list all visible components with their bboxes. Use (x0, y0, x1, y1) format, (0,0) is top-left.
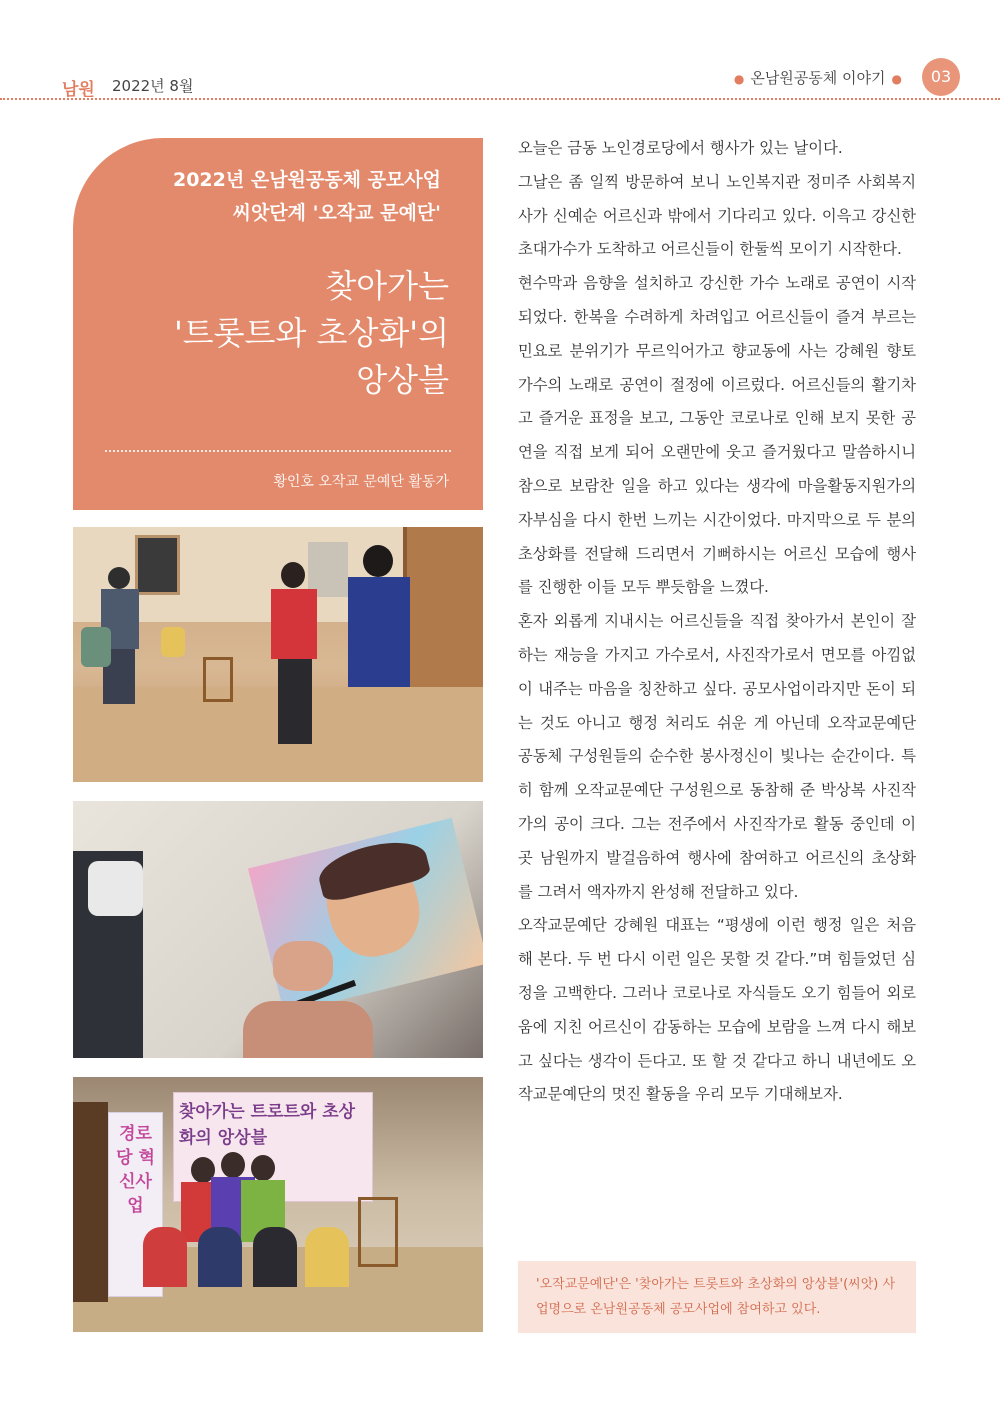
page-header (0, 55, 1000, 100)
bullet-icon: ● (891, 72, 902, 86)
project-note-text: '오작교문예단'은 '찾아가는 트롯트와 초상화의 앙상블'(씨앗) 사업명으로 온남원공동체 공모사업에 참여하고 있다. (536, 1277, 896, 1317)
article-title (174, 263, 449, 404)
title-line: '트롯트와 초상화'의 (173, 314, 449, 352)
article-paragraph: 혼자 외롭게 지내시는 어르신들을 직접 찾아가서 본인이 잘하는 재능을 가지고 가수로서, 사진작가로서 면모를 아낌없이 내주는 마음을 칭찬하고 싶다. 공모사업이라지만 돈이 되는 것도 아니고 행정 처리도 쉬운 게 아닌데 오작교문예단 공동체 구성원들의 순수한 봉사정신이 빛나는 순간이다. 특히 함께 오작교문예단 구성원으로 동참해 준 박상복 사진작가의 공이 크다. 그는 전주에서 사진작가로 활동 중인데 이곳 남원까지 발걸음하여 행사에 참여하고 어르신의 초상화를 그려서 액자까지 완성해 전달하고 있다. (518, 612, 916, 901)
author-byline: 황인호 오작교 문예단 활동가 (273, 474, 449, 490)
magazine-logo: 남원 (62, 80, 95, 100)
event-banner-text: 찾아가는 트로트와 초상화의 앙상블 (179, 1102, 356, 1148)
title-line: 앙상블 (356, 361, 449, 399)
bullet-icon: ● (733, 72, 745, 86)
article-paragraph: 오작교문예단 강혜원 대표는 “평생에 이런 행정 일은 처음 해 본다. 두 번 다시 이런 일은 못할 것 같다.”며 힘들었던 심정을 고백한다. 그러나 코로나로 자식들도 오기 힘들어 외로움에 지친 어르신이 감동하는 모습에 보람을 느껴 다시 해보고 싶다는 생각이 든다고. 또 할 것 같다고 하니 내년에도 오작교문예단의 멋진 활동을 우리 모두 기대해보자. (518, 916, 916, 1104)
standing-banner-text: 경로당 혁신사업 (116, 1124, 155, 1216)
photo-performance (73, 527, 483, 782)
title-line: 찾아가는 (325, 267, 449, 305)
section-title (728, 67, 908, 88)
article-paragraph: 오늘은 금동 노인경로당에서 행사가 있는 날이다. (518, 139, 843, 157)
section-label: 온남원공동체 이야기 (750, 69, 886, 87)
header-divider (0, 98, 1000, 100)
issue-date: 2022년 8월 (112, 77, 194, 95)
subtitle-line: 씨앗단계 '오작교 문예단' (232, 202, 441, 224)
photo-group (73, 1077, 483, 1332)
title-divider (105, 450, 451, 452)
photo-portrait-drawing (73, 801, 483, 1058)
project-note (518, 1261, 916, 1333)
subtitle-line: 2022년 온남원공동체 공모사업 (172, 169, 441, 191)
article-paragraph: 현수막과 음향을 설치하고 강신한 가수 노래로 공연이 시작되었다. 한복을 수려하게 차려입고 어르신들이 즐겨 부르는 민요로 분위기가 무르익어가고 향교동에 사는 강혜원 향토가수의 노래로 공연이 절정에 이르렀다. 어르신들의 활기차고 즐거운 표정을 보고, 그동안 코로나로 인해 보지 못한 공연을 직접 보게 되어 오랜만에 웃고 즐거웠다고 말씀하시니 참으로 보람찬 일을 하고 있다는 생각에 마을활동지원가의 자부심을 다시 한번 느끼는 시간이었다. 마지막으로 두 분의 초상화를 전달해 드리면서 기뻐하시는 어르신 모습에 행사를 진행한 이들 모두 뿌듯함을 느꼈다. (518, 274, 916, 597)
title-box (73, 138, 483, 510)
page-number: 03 (922, 58, 960, 96)
article-subtitle (173, 164, 441, 230)
article-paragraph: 그날은 좀 일찍 방문하여 보니 노인복지관 정미주 사회복지사가 신예순 어르신과 밖에서 기다리고 있다. 이윽고 강신한 초대가수가 도착하고 어르신들이 한둘씩 모이기 시작한다. (518, 172, 916, 259)
article-body (518, 132, 916, 1112)
